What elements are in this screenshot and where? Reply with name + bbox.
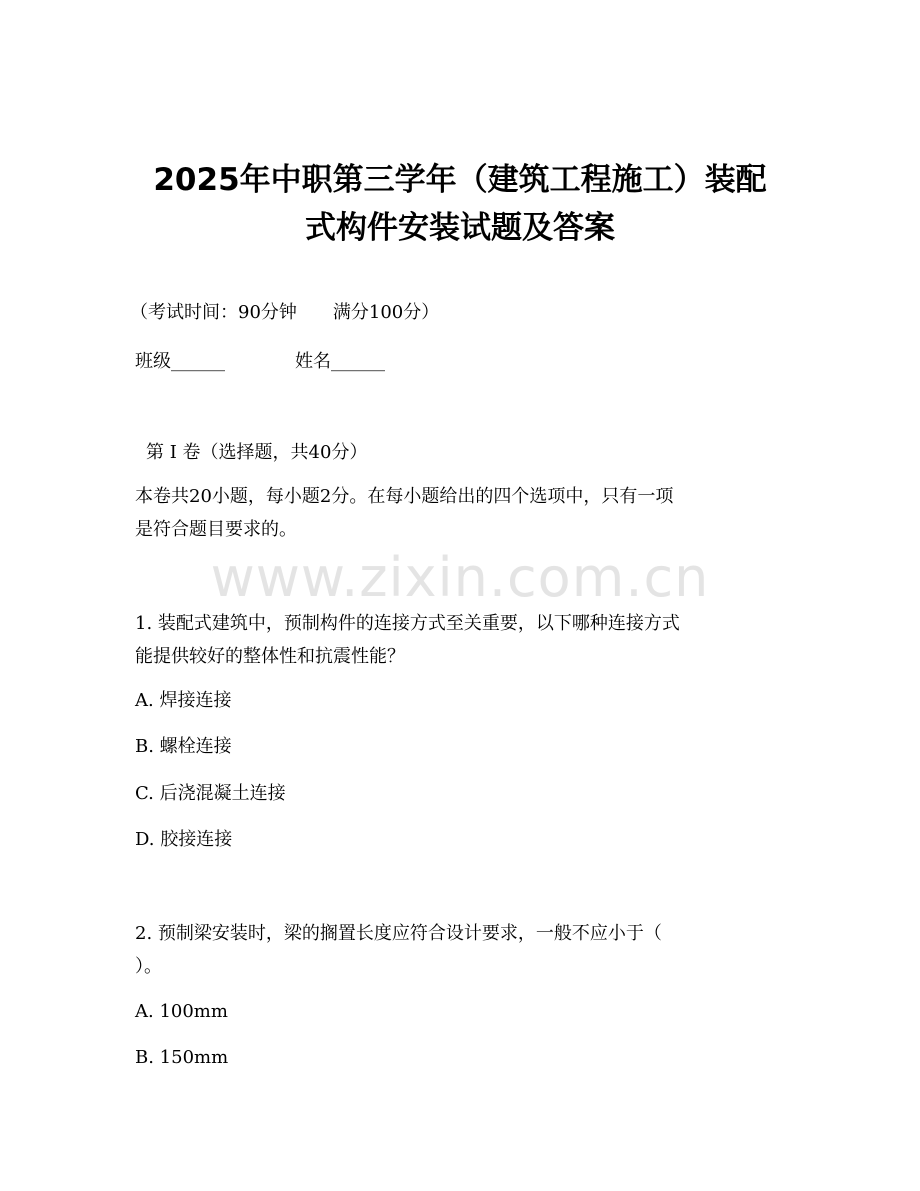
section-title: 第 I 卷（选择题，共40分）	[146, 442, 368, 463]
question-2-option-b: B. 150mm	[135, 1047, 229, 1068]
class-field: 班级______	[135, 351, 225, 372]
question-2-stem-line-1: 2. 预制梁安装时，梁的搁置长度应符合设计要求，一般不应小于（	[135, 923, 662, 944]
question-1-option-c: C. 后浇混凝土连接	[135, 783, 286, 804]
instructions-line-2: 是符合题目要求的。	[135, 519, 297, 540]
document-title-line-1: 2025年中职第三学年（建筑工程施工）装配	[153, 162, 767, 198]
document-title-line-2: 式构件安装试题及答案	[305, 210, 615, 246]
question-1-stem-line-1: 1. 装配式建筑中，预制构件的连接方式至关重要，以下哪种连接方式	[135, 613, 680, 634]
exam-info: （考试时间：90分钟 满分100分）	[130, 302, 440, 323]
question-1-stem-line-2: 能提供较好的整体性和抗震性能？	[135, 646, 405, 667]
question-1-option-a: A. 焊接连接	[135, 690, 232, 711]
instructions-line-1: 本卷共20小题，每小题2分。在每小题给出的四个选项中，只有一项	[135, 486, 674, 507]
question-2-stem-line-2: ）。	[135, 956, 162, 977]
name-field: 姓名______	[295, 351, 385, 372]
watermark: www.zixin.com.cn	[210, 546, 710, 609]
question-1-option-d: D. 胶接连接	[135, 829, 233, 850]
question-2-option-a: A. 100mm	[135, 1001, 228, 1022]
question-1-option-b: B. 螺栓连接	[135, 736, 232, 757]
